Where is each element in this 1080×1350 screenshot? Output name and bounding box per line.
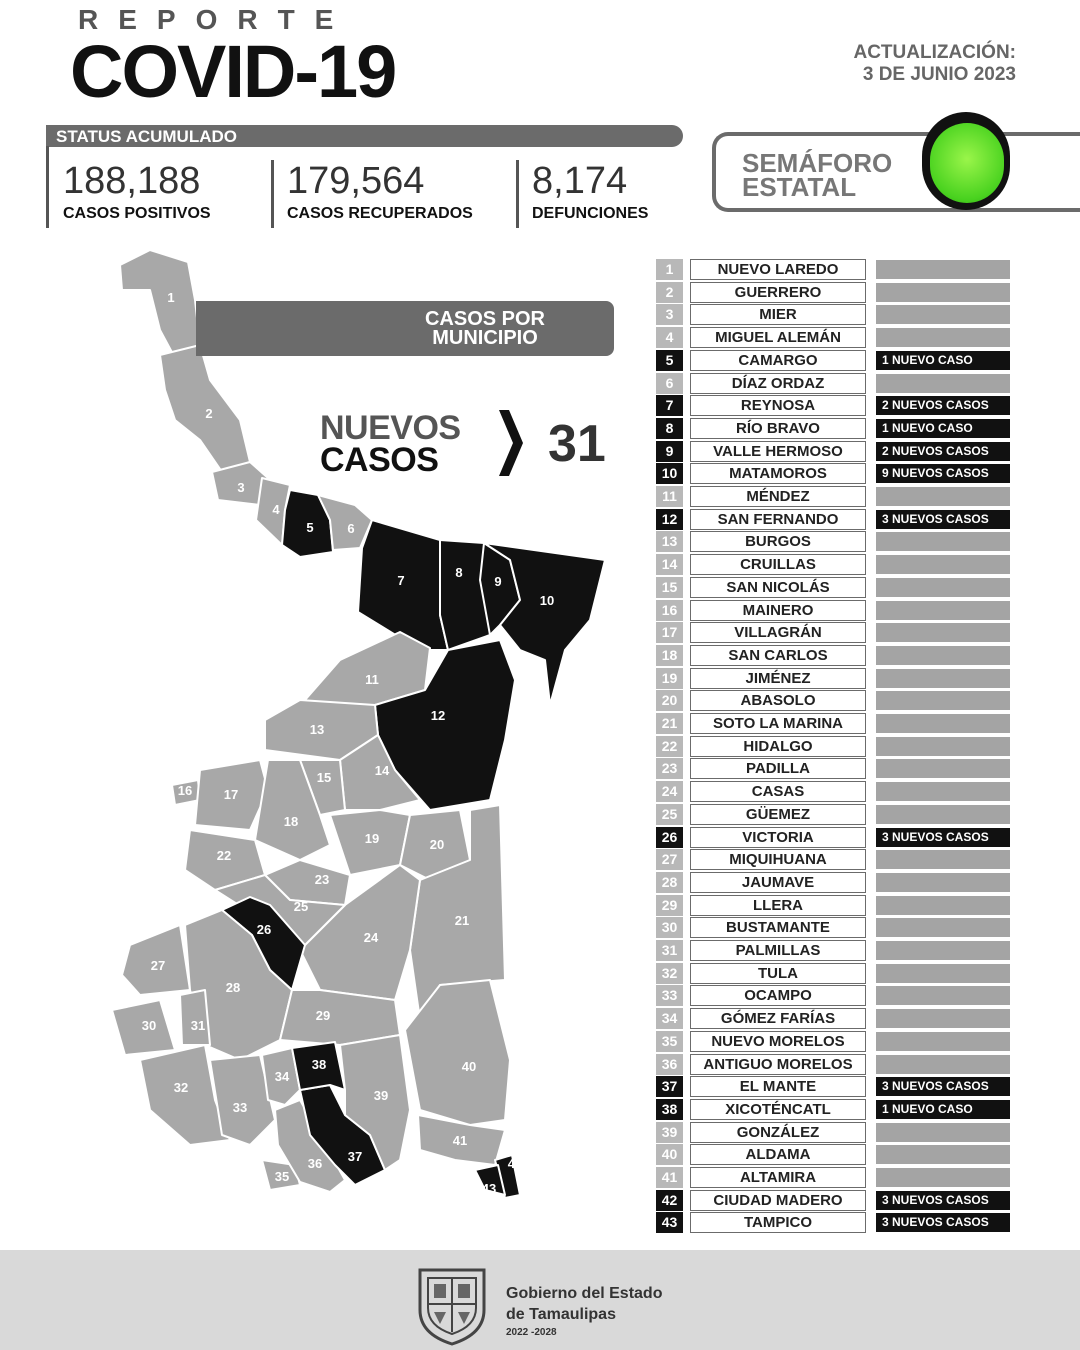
map-label: 5 [306, 520, 314, 535]
municipio-name: TAMPICO [690, 1212, 866, 1233]
municipio-name: CRUILLAS [690, 554, 866, 575]
map-label: 12 [430, 708, 446, 723]
municipio-name: NUEVO LAREDO [690, 259, 866, 280]
map-label: 38 [311, 1057, 327, 1072]
map-label: 42 [507, 1156, 523, 1171]
map-label: 21 [454, 913, 470, 928]
map-label: 18 [283, 814, 299, 829]
municipio-number: 32 [656, 963, 683, 984]
municipio-name: SOTO LA MARINA [690, 713, 866, 734]
map-label: 43 [481, 1181, 497, 1196]
map-label: 25 [293, 899, 309, 914]
municipio-number: 40 [656, 1144, 683, 1165]
municipio-name: VALLE HERMOSO [690, 441, 866, 462]
municipio-number: 12 [656, 509, 683, 530]
map-label: 40 [461, 1059, 477, 1074]
municipio-cases [876, 691, 1010, 710]
municipio-cases [876, 850, 1010, 869]
nuevos-casos-label [320, 409, 461, 479]
municipio-number: 31 [656, 940, 683, 961]
map-label: 16 [177, 783, 193, 798]
green-light-icon [930, 123, 1004, 203]
map-label: 10 [539, 593, 555, 608]
municipio-cases [876, 487, 1010, 506]
nuevos-casos-total: 31 [548, 415, 606, 473]
municipio-cases [876, 1168, 1010, 1187]
map-label: 14 [374, 763, 390, 778]
municipio-number: 5 [656, 350, 683, 371]
municipio-cases: 3 NUEVOS CASOS [876, 1213, 1010, 1232]
municipio-number: 22 [656, 736, 683, 757]
municipio-name: TULA [690, 963, 866, 984]
municipio-cases [876, 1032, 1010, 1051]
positivos-label: CASOS POSITIVOS [63, 205, 211, 222]
municipio-cases [876, 305, 1010, 324]
municipio-name: MIGUEL ALEMÁN [690, 327, 866, 348]
municipio-number: 10 [656, 463, 683, 484]
municipio-name: GÜEMEZ [690, 804, 866, 825]
municipio-name: RÍO BRAVO [690, 418, 866, 439]
defunciones-label: DEFUNCIONES [532, 205, 649, 222]
municipio-cases: 1 NUEVO CASO [876, 1100, 1010, 1119]
map-label: 31 [190, 1018, 206, 1033]
map-label: 36 [307, 1156, 323, 1171]
divider [46, 146, 49, 228]
municipio-number: 7 [656, 395, 683, 416]
municipio-cases: 2 NUEVOS CASOS [876, 442, 1010, 461]
municipio-cases [876, 623, 1010, 642]
municipio-name: SAN CARLOS [690, 645, 866, 666]
municipio-number: 39 [656, 1122, 683, 1143]
municipio-name: LLERA [690, 895, 866, 916]
municipio-cases [876, 1123, 1010, 1142]
municipio-name: BUSTAMANTE [690, 917, 866, 938]
map-label: 24 [363, 930, 379, 945]
municipio-cases [876, 328, 1010, 347]
map-label: 34 [274, 1069, 290, 1084]
municipio-cases [876, 918, 1010, 937]
divider [271, 160, 274, 228]
municipio-name: SAN NICOLÁS [690, 577, 866, 598]
municipio-name: CIUDAD MADERO [690, 1190, 866, 1211]
municipio-cases: 1 NUEVO CASO [876, 419, 1010, 438]
municipio-name: OCAMPO [690, 985, 866, 1006]
map-label: 17 [223, 787, 239, 802]
municipio-name: VILLAGRÁN [690, 622, 866, 643]
municipio-cases: 3 NUEVOS CASOS [876, 828, 1010, 847]
municipio-cases: 2 NUEVOS CASOS [876, 396, 1010, 415]
map-label: 30 [141, 1018, 157, 1033]
municipio-name: MÉNDEZ [690, 486, 866, 507]
map-label: 9 [494, 574, 502, 589]
municipio-number: 3 [656, 304, 683, 325]
municipio-number: 25 [656, 804, 683, 825]
map-label: 19 [364, 831, 380, 846]
municipio-name: ABASOLO [690, 690, 866, 711]
municipio-cases [876, 532, 1010, 551]
municipio-number: 34 [656, 1008, 683, 1029]
municipio-name: ALTAMIRA [690, 1167, 866, 1188]
coat-of-arms-icon [412, 1262, 492, 1348]
municipio-number: 16 [656, 600, 683, 621]
map-label: 11 [365, 672, 379, 687]
status-label: STATUS ACUMULADO [56, 127, 237, 146]
map-label: 39 [373, 1088, 389, 1103]
recuperados-value: 179,564 [287, 160, 425, 202]
chevron-right-icon [497, 408, 525, 478]
municipio-number: 38 [656, 1099, 683, 1120]
nuevos-line1: NUEVOS [320, 409, 461, 447]
municipio-name: ALDAMA [690, 1144, 866, 1165]
semaforo-line1: SEMÁFORO [742, 148, 893, 178]
municipio-number: 37 [656, 1076, 683, 1097]
gobierno-line1: Gobierno del Estado [506, 1285, 663, 1302]
map-label: 1 [167, 290, 175, 305]
defunciones-value: 8,174 [532, 160, 628, 202]
update-info [853, 42, 1016, 86]
municipio-name: ANTIGUO MORELOS [690, 1054, 866, 1075]
municipio-name: VICTORIA [690, 827, 866, 848]
municipio-number: 30 [656, 917, 683, 938]
casos-title-line2: MUNICIPIO [432, 327, 538, 349]
municipio-name: GÓMEZ FARÍAS [690, 1008, 866, 1029]
municipio-number: 15 [656, 577, 683, 598]
report-title: COVID-19 [70, 30, 396, 113]
map-label: 3 [237, 480, 245, 495]
map-label: 8 [455, 565, 463, 580]
recuperados-label: CASOS RECUPERADOS [287, 205, 473, 222]
municipio-number: 2 [656, 282, 683, 303]
municipio-cases [876, 1055, 1010, 1074]
municipio-cases: 1 NUEVO CASO [876, 351, 1010, 370]
municipio-name: REYNOSA [690, 395, 866, 416]
municipio-cases [876, 283, 1010, 302]
municipio-number: 13 [656, 531, 683, 552]
municipio-cases [876, 374, 1010, 393]
map-label: 35 [274, 1169, 290, 1184]
semaforo-line2: ESTATAL [742, 172, 857, 202]
municipio-name: DÍAZ ORDAZ [690, 373, 866, 394]
map-label: 13 [309, 722, 325, 737]
municipio-cases [876, 737, 1010, 756]
municipio-number: 41 [656, 1167, 683, 1188]
municipio-1 [120, 250, 200, 358]
municipio-number: 11 [656, 486, 683, 507]
municipio-name: NUEVO MORELOS [690, 1031, 866, 1052]
map-label: 15 [316, 770, 332, 785]
gobierno-label [506, 1283, 662, 1325]
municipio-number: 19 [656, 668, 683, 689]
municipio-name: JAUMAVE [690, 872, 866, 893]
municipio-name: EL MANTE [690, 1076, 866, 1097]
municipio-cases: 3 NUEVOS CASOS [876, 510, 1010, 529]
municipio-name: JIMÉNEZ [690, 668, 866, 689]
municipio-number: 23 [656, 758, 683, 779]
map-label: 23 [314, 872, 330, 887]
municipio-number: 26 [656, 827, 683, 848]
map-label: 22 [216, 848, 232, 863]
municipio-cases [876, 986, 1010, 1005]
map-label: 37 [347, 1149, 363, 1164]
municipio-name: PALMILLAS [690, 940, 866, 961]
map-label: 32 [173, 1080, 189, 1095]
municipio-number: 42 [656, 1190, 683, 1211]
municipio-cases [876, 646, 1010, 665]
municipio-cases [876, 578, 1010, 597]
municipio-number: 21 [656, 713, 683, 734]
map-label: 2 [205, 406, 213, 421]
municipio-name: BURGOS [690, 531, 866, 552]
municipio-number: 20 [656, 690, 683, 711]
municipio-number: 1 [656, 259, 683, 280]
casos-por-municipio-label [400, 310, 570, 348]
municipio-name: MIER [690, 304, 866, 325]
gobierno-years: 2022 -2028 [506, 1327, 557, 1338]
nuevos-line2: CASOS [320, 441, 439, 479]
municipio-number: 17 [656, 622, 683, 643]
municipio-cases [876, 714, 1010, 733]
map-label: 4 [272, 502, 280, 517]
municipio-number: 8 [656, 418, 683, 439]
municipio-name: HIDALGO [690, 736, 866, 757]
map-label: 27 [150, 958, 166, 973]
municipio-name: SAN FERNANDO [690, 509, 866, 530]
municipio-number: 24 [656, 781, 683, 802]
municipio-number: 29 [656, 895, 683, 916]
municipio-cases: 3 NUEVOS CASOS [876, 1191, 1010, 1210]
municipio-cases [876, 759, 1010, 778]
municipio-cases [876, 260, 1010, 279]
semaforo-label [742, 148, 893, 202]
municipio-name: CASAS [690, 781, 866, 802]
municipio-number: 33 [656, 985, 683, 1006]
municipio-cases: 9 NUEVOS CASOS [876, 464, 1010, 483]
municipio-number: 35 [656, 1031, 683, 1052]
municipio-name: GUERRERO [690, 282, 866, 303]
divider [516, 160, 519, 228]
municipio-cases [876, 941, 1010, 960]
municipio-cases [876, 601, 1010, 620]
municipio-cases [876, 555, 1010, 574]
municipio-cases [876, 1145, 1010, 1164]
municipio-cases [876, 873, 1010, 892]
map-label: 20 [429, 837, 445, 852]
map-label: 6 [347, 521, 355, 536]
map-label: 29 [315, 1008, 331, 1023]
municipio-cases [876, 669, 1010, 688]
municipio-number: 18 [656, 645, 683, 666]
municipio-cases [876, 896, 1010, 915]
municipio-number: 28 [656, 872, 683, 893]
municipio-name: XICOTÉNCATL [690, 1099, 866, 1120]
municipio-number: 4 [656, 327, 683, 348]
update-label: ACTUALIZACIÓN: [853, 42, 1016, 63]
municipio-name: MAINERO [690, 600, 866, 621]
report-subtitle: REPORTE [78, 4, 354, 35]
positivos-value: 188,188 [63, 160, 201, 202]
municipio-number: 36 [656, 1054, 683, 1075]
municipio-number: 14 [656, 554, 683, 575]
update-date: 3 DE JUNIO 2023 [862, 64, 1016, 85]
gobierno-line2: de Tamaulipas [506, 1306, 616, 1323]
map-label: 33 [232, 1100, 248, 1115]
municipio-name: GONZÁLEZ [690, 1122, 866, 1143]
municipio-name: MIQUIHUANA [690, 849, 866, 870]
municipio-name: CAMARGO [690, 350, 866, 371]
municipio-name: PADILLA [690, 758, 866, 779]
map-label: 7 [397, 573, 405, 588]
map-label: 26 [256, 922, 272, 937]
municipio-cases [876, 782, 1010, 801]
municipio-number: 43 [656, 1212, 683, 1233]
map-label: 28 [225, 980, 241, 995]
map-label: 41 [452, 1133, 468, 1148]
municipio-number: 6 [656, 373, 683, 394]
municipio-number: 27 [656, 849, 683, 870]
municipio-number: 9 [656, 441, 683, 462]
municipio-cases: 3 NUEVOS CASOS [876, 1077, 1010, 1096]
municipio-cases [876, 805, 1010, 824]
casos-title-line1: CASOS POR [424, 308, 546, 330]
tamaulipas-map [0, 240, 640, 1250]
municipio-cases [876, 964, 1010, 983]
municipio-cases [876, 1009, 1010, 1028]
municipio-29 [280, 990, 400, 1045]
municipio-name: MATAMOROS [690, 463, 866, 484]
